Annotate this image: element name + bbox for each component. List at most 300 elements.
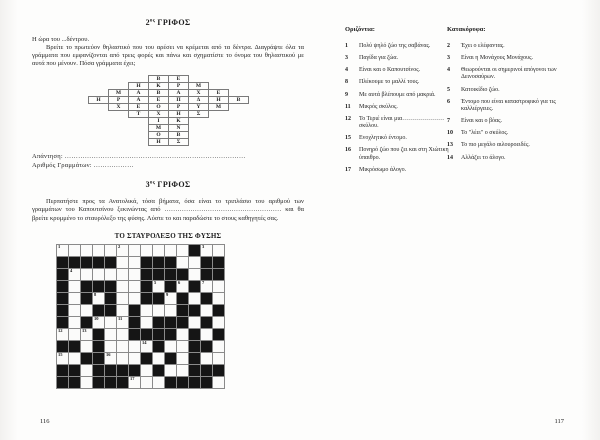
crossword-cell (189, 293, 200, 304)
clue-item (345, 55, 463, 62)
crossword-cell-black (153, 329, 164, 340)
crossword-cell (129, 269, 140, 280)
clue-item (447, 130, 569, 137)
grifos2-body-text: Βρείτε το πρωτεύον θηλαστικό που του αρέσει να κρέμεται από τα δέντρα. Διαγράψτε όλα τα γράμματα που εμφανίζονται από τρεις φορές και πάνω και σχηματίστε το όνομα του θηλαστικού με αυτά που μένουν. Πόσα γράμματα έχει; (32, 44, 304, 68)
crossword-cell (189, 269, 200, 280)
crossword-cell-black (189, 365, 200, 376)
grifos2-subtitle: Η ώρα του ...δέντρου. (32, 36, 90, 43)
crossword-number: 14 (142, 339, 147, 345)
crossword-cell-black (93, 329, 104, 340)
clue-item (345, 147, 463, 161)
crossword-cell (117, 269, 128, 280)
crossword-cell (117, 353, 128, 364)
crossword-cell (165, 245, 176, 256)
crossword-cell (201, 245, 212, 256)
crossword-cell-black (213, 329, 224, 340)
tree-cell: Μ (188, 82, 209, 90)
crossword-cell-black (117, 365, 128, 376)
crossword-cell (105, 341, 116, 352)
crossword-cell-black (189, 245, 200, 256)
crossword-cell-black (57, 317, 68, 328)
crossword-cell (141, 245, 152, 256)
crossword-cell (93, 245, 104, 256)
tree-cell: Χ (188, 89, 209, 97)
crossword-cell (57, 353, 68, 364)
down-title: Κατακόρυφα: (447, 26, 486, 33)
crossword-cell-black (129, 305, 140, 316)
crossword-cell (129, 281, 140, 292)
clue-text: Πολύ ψηλό ζώο της σαβάνας. (359, 42, 431, 49)
crossword-cell (57, 245, 68, 256)
page-number-left: 116 (40, 418, 50, 425)
tree-cell: Ρ (168, 103, 189, 111)
page-left (32, 18, 304, 389)
crossword-cell-black (201, 365, 212, 376)
tree-cell: Υ (188, 103, 209, 111)
clue-item (345, 116, 463, 130)
crossword-cell-black (105, 293, 116, 304)
crossword-cell (69, 329, 80, 340)
tree-cell: Η (208, 96, 229, 104)
crossword-cell-black (93, 365, 104, 376)
crossword-cell (117, 305, 128, 316)
page-number-right: 117 (554, 418, 564, 425)
crossword-cell-black (69, 341, 80, 352)
crossword-cell (117, 281, 128, 292)
crossword-cell (177, 257, 188, 268)
tree-cell: Η (148, 138, 169, 146)
clue-text: Παγίδα για ζώα. (359, 54, 398, 61)
crossword-cell (81, 269, 92, 280)
crossword-cell-black (189, 305, 200, 316)
crossword-cell (129, 257, 140, 268)
crossword-cell (165, 341, 176, 352)
crossword-grid (56, 244, 225, 389)
crossword-number: 7 (202, 279, 205, 285)
clue-item (345, 43, 463, 50)
crossword-number: 3 (202, 243, 205, 249)
crossword-cell-black (105, 257, 116, 268)
tree-cell: Σ (168, 138, 189, 146)
clue-text: Είναι και ο βόας. (461, 118, 503, 125)
crossword-cell-black (141, 329, 152, 340)
clue-number: 2 (447, 42, 450, 49)
crossword-cell (213, 353, 224, 364)
crossword-cell-black (117, 377, 128, 388)
crossword-cell-black (93, 377, 104, 388)
tree-cell: Κ (148, 82, 169, 90)
tree-cell: Μ (148, 124, 169, 132)
crossword-number: 9 (166, 291, 169, 297)
crossword-cell-black (105, 281, 116, 292)
crossword-cell-black (213, 257, 224, 268)
crossword-cell (129, 245, 140, 256)
tree-cell: Β (228, 96, 249, 104)
crossword-cell-black (177, 305, 188, 316)
crossword-cell-black (57, 281, 68, 292)
crossword-cell (129, 341, 140, 352)
crossword-cell-black (177, 317, 188, 328)
crossword-cell-black (201, 341, 212, 352)
grifos3-section (32, 180, 304, 222)
clue-text: Μικρός σκύλος. (359, 103, 398, 110)
clue-item (345, 79, 463, 86)
crossword-cell-black (201, 293, 212, 304)
tree-cell: Η (88, 96, 109, 104)
crossword-cell-black (201, 317, 212, 328)
crossword-cell (129, 293, 140, 304)
clue-item (447, 43, 569, 50)
crossword-number: 11 (118, 315, 123, 321)
crossword-cell (117, 329, 128, 340)
clue-text: Μικρόσωμο άλογο. (359, 166, 407, 173)
tree-cell: Α (168, 89, 189, 97)
crossword-number: 8 (94, 291, 97, 297)
tree-row (148, 138, 188, 146)
crossword-cell-black (177, 377, 188, 388)
tree-cell: Χ (148, 110, 169, 118)
tree-cell: Α (128, 96, 149, 104)
crossword-cell (105, 329, 116, 340)
crossword-cell (69, 317, 80, 328)
clue-text: Έχει ο ελέφαντας. (461, 42, 505, 49)
crossword-cell-black (189, 329, 200, 340)
clue-number: 11 (345, 103, 351, 110)
crossword-cell-black (69, 377, 80, 388)
clue-text: Το Τεριέ είναι μια………………… σκύλου. (359, 115, 445, 130)
tree-cell: Ε (128, 103, 149, 111)
crossword-cell-black (141, 353, 152, 364)
tree-cell: Η (168, 110, 189, 118)
crossword-cell-black (165, 329, 176, 340)
crossword-cell-black (105, 305, 116, 316)
crossword-cell-black (141, 293, 152, 304)
tree-cell: Ε (208, 89, 229, 97)
crossword-cell (129, 377, 140, 388)
crossword-number: 4 (70, 267, 73, 273)
crossword-cell-black (93, 305, 104, 316)
clue-text: Αλλάζει το άλογο. (461, 154, 506, 161)
crossword-cell-black (57, 269, 68, 280)
crossword-cell-black (177, 293, 188, 304)
clue-number: 16 (345, 147, 351, 154)
crossword-number: 15 (58, 351, 63, 357)
clue-item (447, 55, 569, 62)
clue-text: Με αυτά βλέπουμε από μακριά. (359, 91, 436, 98)
crossword-cell (69, 245, 80, 256)
clue-number: 4 (345, 67, 348, 74)
tree-cell: Χ (108, 103, 129, 111)
crossword-cell (153, 377, 164, 388)
tree-cell: Ε (148, 96, 169, 104)
crossword-cell (81, 341, 92, 352)
crossword-cell (69, 269, 80, 280)
clue-item (345, 92, 463, 99)
crossword-cell (81, 329, 92, 340)
tree-cell: Μ (108, 89, 129, 97)
across-column (345, 26, 463, 179)
tree-cell: Μ (208, 103, 229, 111)
crossword-cell-black (153, 269, 164, 280)
crossword-cell-black (189, 281, 200, 292)
crossword-cell (105, 269, 116, 280)
crossword-cell-black (165, 317, 176, 328)
crossword-cell-black (213, 269, 224, 280)
answer-line: Απάντηση: ……………………………………………………………………… (32, 152, 246, 160)
crossword-cell-black (165, 257, 176, 268)
crossword-cell (153, 305, 164, 316)
clue-text: Κατοικίδιο ζώο. (461, 86, 500, 93)
clue-item (447, 67, 569, 81)
crossword-cell-black (201, 377, 212, 388)
crossword-cell-black (69, 365, 80, 376)
crossword-cell-black (129, 365, 140, 376)
down-column (447, 26, 569, 167)
clue-number: 10 (447, 130, 453, 137)
crossword-cell (93, 269, 104, 280)
crossword-cell (69, 281, 80, 292)
tree-cell: Ο (148, 103, 169, 111)
crossword-cell-black (141, 257, 152, 268)
crossword-cell-black (153, 257, 164, 268)
crossword-cell (105, 245, 116, 256)
crossword-number: 2 (118, 243, 121, 249)
crossword-cell-black (81, 353, 92, 364)
crossword-cell (141, 317, 152, 328)
crossword-cell (153, 245, 164, 256)
grifos3-title (32, 180, 304, 189)
crossword-cell (69, 353, 80, 364)
crossword-cell (213, 317, 224, 328)
tree-cell: Σ (188, 110, 209, 118)
crossword-cell-black (93, 341, 104, 352)
crossword-cell (69, 293, 80, 304)
crossword-cell (117, 341, 128, 352)
crossword-cell-black (69, 257, 80, 268)
crossword-cell-black (105, 377, 116, 388)
crossword-number: 6 (178, 279, 181, 285)
crossword-cell (129, 353, 140, 364)
crossword-cell (165, 305, 176, 316)
crossword-cell-black (189, 377, 200, 388)
crossword-cell-black (129, 317, 140, 328)
clue-number: 8 (345, 79, 348, 86)
grifos2-title (32, 18, 304, 27)
crossword-cell (153, 353, 164, 364)
crossword-cell-black (129, 329, 140, 340)
grifos2-title-sup: ος (149, 18, 156, 24)
crossword-number: 12 (58, 327, 63, 333)
crossword-cell-black (153, 341, 164, 352)
clue-text: Ενοχλητικό έντομο. (359, 135, 407, 142)
tree-cell: Ι (148, 117, 169, 125)
crossword-cell (93, 293, 104, 304)
grifos2-title-num: 2 (145, 18, 150, 27)
clue-number: 14 (447, 154, 453, 161)
grifos3-title-num: 3 (145, 180, 150, 190)
crossword-cell (117, 293, 128, 304)
crossword-cell-black (165, 281, 176, 292)
crossword-cell-black (81, 317, 92, 328)
crossword-cell (153, 281, 164, 292)
crossword-cell (141, 377, 152, 388)
letter-tree (32, 76, 304, 146)
tree-cell: Α (128, 89, 149, 97)
clue-item (345, 135, 463, 142)
clue-number: 12 (345, 115, 351, 122)
clue-item (447, 99, 569, 113)
crossword-cell (105, 317, 116, 328)
clue-item (345, 104, 463, 111)
clue-text: Θεωρούνται οι σημερινοί απόγονοι των Δεινοσαύρων. (461, 67, 557, 81)
crossword-cell-black (153, 317, 164, 328)
tree-cell: Ν (168, 124, 189, 132)
crossword-cell-black (93, 281, 104, 292)
clue-text: Είναι η Μονάχους Μονάχους. (461, 54, 534, 61)
tree-cell: Ο (148, 131, 169, 139)
across-title: Οριζόντια: (345, 26, 375, 33)
crossword-cell-black (141, 281, 152, 292)
crossword-cell (201, 353, 212, 364)
clue-number: 3 (345, 54, 348, 61)
crossword-cell (213, 293, 224, 304)
answer-block (32, 152, 304, 171)
crossword-cell (81, 377, 92, 388)
crossword-cell (177, 353, 188, 364)
crossword-cell-black (57, 293, 68, 304)
grifos3-body-text: Περπατήστε προς τα Ανατολικά, τόσα βήματα, όσα είναι το τριπλάσιο του αριθμού των γραμμάτων του Καπουτσίνου ξεκινώντας από ……………………………………………… και θα βρείτε κρυμμένο το σταυρόλεξο της φύσης. Λύστε το και παραδώστε το στους καθηγητές σας. (32, 198, 304, 222)
crossword-cell (69, 305, 80, 316)
tree-cell: Ρ (168, 82, 189, 90)
crossword-cell (141, 365, 152, 376)
tree-cell: Ε (168, 75, 189, 83)
clue-item (345, 67, 463, 74)
crossword-cell-black (81, 257, 92, 268)
clue-number: 1 (345, 42, 348, 49)
crossword-cell-black (213, 305, 224, 316)
clue-text: Έντομο που είναι καταστροφικό για τις καλλιέργειες. (461, 98, 556, 112)
clue-text: Είναι και ο Καπουτσίνος. (359, 67, 421, 74)
crossword-cell (117, 317, 128, 328)
clue-number: 15 (345, 135, 351, 142)
crossword-cell (93, 317, 104, 328)
crossword-cell (213, 245, 224, 256)
crossword-cell-black (57, 377, 68, 388)
crossword-cell-black (153, 293, 164, 304)
crossword-cell-black (81, 293, 92, 304)
crossword-cell (165, 293, 176, 304)
crossword-cell-black (213, 365, 224, 376)
crossword-cell (141, 341, 152, 352)
tree-cell: Π (168, 96, 189, 104)
tree-cell: Η (128, 82, 149, 90)
grifos3-title-sup: ος (149, 180, 156, 186)
letters-count-line: Αριθμός Γραμμάτων: ……………… (32, 161, 134, 169)
clue-number: 17 (345, 166, 351, 173)
crossword-cell-black (153, 365, 164, 376)
crossword-cell (201, 329, 212, 340)
crossword-cell (177, 281, 188, 292)
crossword-cell (201, 281, 212, 292)
tree-cell: Β (148, 89, 169, 97)
tree-cell: Β (168, 131, 189, 139)
crossword-cell (177, 245, 188, 256)
tree-cell: Β (148, 75, 169, 83)
clue-item (345, 167, 463, 174)
crossword-cell (177, 329, 188, 340)
crossword-cell-black (57, 341, 68, 352)
crossword-number: 13 (82, 327, 87, 333)
crossword-cell-black (177, 269, 188, 280)
crossword-cell (177, 341, 188, 352)
clue-item (447, 155, 569, 162)
crossword-cell (201, 305, 212, 316)
crossword-cell (189, 257, 200, 268)
across-list (345, 43, 463, 174)
tree-cell: Κ (168, 117, 189, 125)
clue-number: 3 (447, 54, 450, 61)
crossword-cell (213, 341, 224, 352)
crossword-number: 17 (130, 375, 135, 381)
crossword-number: 1 (58, 243, 61, 249)
crossword-cell-black (165, 269, 176, 280)
crossword-cell-black (141, 269, 152, 280)
crossword-cell-black (201, 257, 212, 268)
clue-item (447, 142, 569, 149)
clue-number: 7 (447, 118, 450, 125)
crossword-cell (213, 377, 224, 388)
crossword-cell-black (189, 353, 200, 364)
grifos2-title-rest: ΓΡΙΦΟΣ (155, 18, 191, 27)
tree-cell: Ρ (108, 96, 129, 104)
clue-number: 13 (447, 142, 453, 149)
crossword-cell-black (81, 281, 92, 292)
clue-number: 4 (447, 67, 450, 74)
crossword-cell (141, 305, 152, 316)
crossword-cell-black (93, 257, 104, 268)
clue-item (447, 118, 569, 125)
clue-number: 6 (447, 98, 450, 105)
crossword-cell (213, 281, 224, 292)
crossword-cell (81, 365, 92, 376)
crossword-cell (81, 305, 92, 316)
crossword-cell (117, 245, 128, 256)
crossword-cell (105, 353, 116, 364)
crossword-cell-black (93, 353, 104, 364)
clue-text: Το πιο μεγάλο αιλουροειδές. (461, 142, 530, 149)
crossword-cell (81, 245, 92, 256)
tree-cell: Δ (188, 96, 209, 104)
grifos3-title-rest: ΓΡΙΦΟΣ (155, 180, 191, 190)
clue-number: 9 (345, 91, 348, 98)
crossword-cell (165, 365, 176, 376)
crossword-cell (177, 365, 188, 376)
clue-number: 5 (447, 86, 450, 93)
clue-text: Πονηρό ζώο που ζει και στη Χιώτικη ύπαιθρο. (359, 147, 449, 161)
crossword-cell-black (57, 305, 68, 316)
crossword-cell (117, 257, 128, 268)
crossword-cell (57, 329, 68, 340)
crossword-cell-black (201, 269, 212, 280)
crossword-cell (189, 317, 200, 328)
crossword-cell-black (105, 365, 116, 376)
clue-item (447, 87, 569, 94)
crossword-cell-black (165, 353, 176, 364)
crossword-cell-black (165, 377, 176, 388)
down-list (447, 43, 569, 162)
crossword-number: 10 (94, 315, 99, 321)
clue-text: Το "λέει" ο σκύλος. (461, 130, 509, 137)
